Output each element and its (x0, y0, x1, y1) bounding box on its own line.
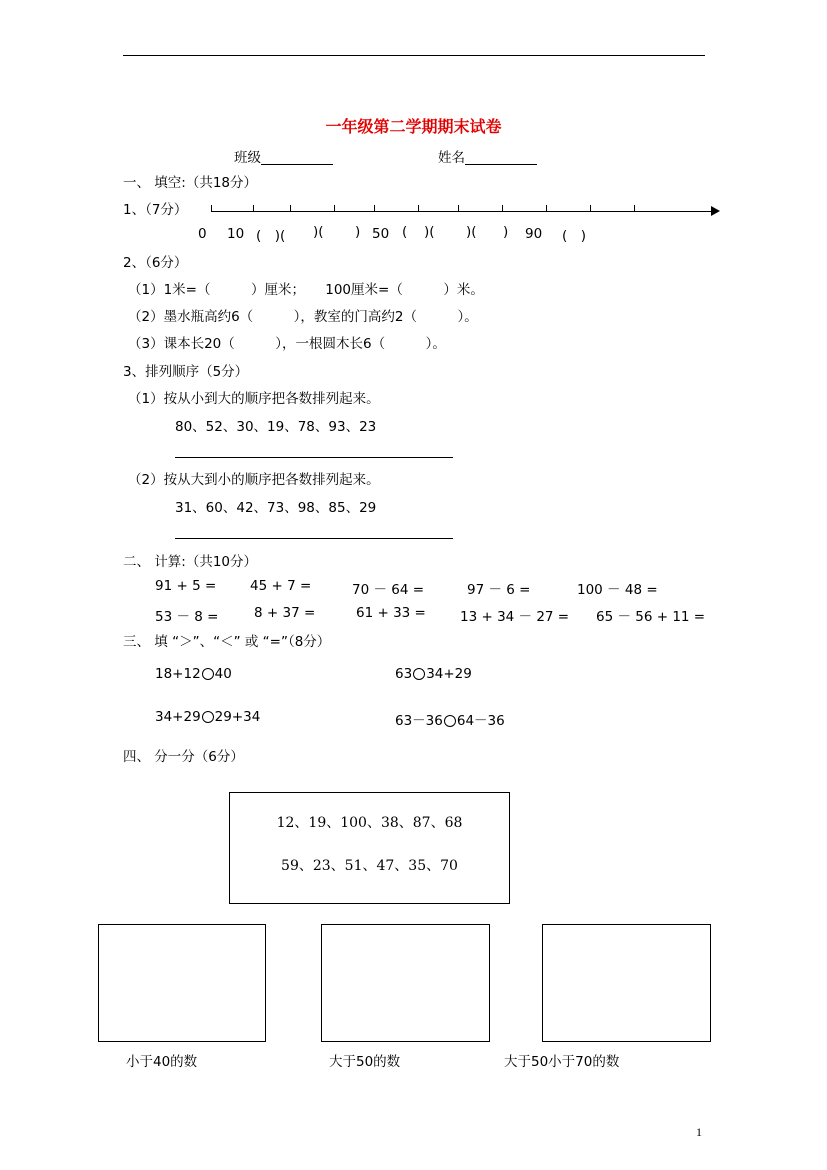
q1-label: 1、（7分） (123, 202, 188, 218)
q3-part2-instruction: （2）按从大到小的顺序把各数排列起来。 (128, 472, 380, 488)
numberline-label: 0 (198, 226, 207, 242)
q2-label: 2、（6分） (123, 255, 188, 271)
calc-item: 61 + 33 = (356, 605, 426, 621)
numbers-row: 12、19、100、38、87、68 (276, 815, 463, 831)
section4-heading: 四、 分一分（6分） (123, 749, 244, 765)
tick (290, 205, 291, 212)
compare-item (155, 666, 232, 682)
section1-heading: 一、 填空:（共18分） (123, 175, 258, 191)
numberline-blank[interactable]: )( (424, 224, 435, 240)
compare-left: 63－36 (395, 713, 443, 729)
numberline-blank[interactable]: ( (402, 224, 408, 240)
compare-circle-icon[interactable] (413, 668, 425, 680)
tick (634, 205, 635, 212)
number-line-axis (211, 211, 713, 212)
compare-left: 18+12 (155, 666, 201, 682)
compare-right: 29+34 (214, 709, 261, 725)
numberline-blank[interactable]: )( (466, 224, 477, 240)
tick (253, 205, 254, 212)
tick (211, 205, 212, 212)
q2-line: （3）课本长20（ ），一根圆木长6（ ）。 (128, 336, 446, 352)
calc-item: 91 + 5 = (155, 578, 217, 594)
calc-item: 70 － 64 = (352, 582, 425, 598)
q3-part2-numbers: 31、60、42、73、98、85、29 (175, 500, 377, 516)
numbers-box (229, 792, 510, 904)
tick (590, 205, 591, 212)
numberline-blank[interactable]: )( (313, 224, 324, 240)
compare-circle-icon[interactable] (202, 668, 214, 680)
q2-line: （2）墨水瓶高约6（ ），教室的门高约2（ ）。 (128, 309, 478, 325)
calc-item: 45 + 7 = (250, 578, 312, 594)
box-label: 大于50小于70的数 (504, 1054, 620, 1070)
page-title: 一年级第二学期期末试卷 (325, 117, 502, 136)
numberline-blank[interactable]: ) (503, 224, 509, 240)
calc-item: 8 + 37 = (254, 605, 316, 621)
tick (334, 205, 335, 212)
tick (458, 205, 459, 212)
answer-box-less-than-40[interactable] (98, 924, 266, 1042)
calc-item: 65 － 56 + 11 = (596, 609, 706, 625)
header-rule (123, 55, 705, 56)
name-label: 姓名 (438, 150, 465, 166)
calc-item: 53 － 8 = (155, 609, 219, 625)
box-label: 小于40的数 (126, 1054, 198, 1070)
tick (418, 205, 419, 212)
numberline-label: 50 (372, 226, 390, 242)
box-label: 大于50的数 (329, 1054, 401, 1070)
numberline-blank[interactable]: ( )( (256, 228, 286, 244)
numberline-blank[interactable]: ) (355, 224, 361, 240)
numberline-label: 10 (227, 226, 245, 242)
calc-item: 13 + 34 － 27 = (460, 609, 570, 625)
calc-item: 97 － 6 = (467, 582, 531, 598)
class-label: 班级 (234, 150, 261, 166)
q3-label: 3、排列顺序（5分） (123, 364, 249, 380)
tick (546, 205, 547, 212)
section2-heading: 二、 计算:（共10分） (123, 554, 258, 570)
compare-circle-icon[interactable] (202, 711, 214, 723)
compare-right: 64－36 (456, 713, 505, 729)
class-field (234, 146, 333, 166)
compare-circle-icon[interactable] (444, 715, 456, 727)
name-field (438, 146, 537, 166)
calc-item: 100 － 48 = (577, 582, 658, 598)
compare-item (395, 666, 472, 682)
q3-part2-answer-line[interactable] (175, 538, 453, 539)
compare-right: 34+29 (426, 666, 472, 682)
class-blank[interactable] (261, 150, 333, 165)
q3-part1-numbers: 80、52、30、19、78、93、23 (175, 419, 377, 435)
name-blank[interactable] (465, 150, 537, 165)
number-line-arrow-icon (711, 206, 720, 216)
numberline-label: 90 (525, 226, 543, 242)
q3-part1-instruction: （1）按从小到大的顺序把各数排列起来。 (128, 391, 380, 407)
answer-box-between-50-70[interactable] (542, 924, 711, 1042)
compare-right: 40 (214, 666, 232, 682)
tick (502, 205, 503, 212)
answer-box-greater-than-50[interactable] (321, 924, 490, 1042)
compare-left: 34+29 (155, 709, 201, 725)
compare-item (155, 709, 260, 725)
section3-heading: 三、 填 “＞”、“＜” 或 “=”（8分） (123, 634, 331, 650)
numberline-blank[interactable]: ( ) (562, 228, 587, 244)
tick (374, 205, 375, 212)
page-number: 1 (696, 1125, 702, 1139)
compare-item (395, 709, 505, 729)
q3-part1-answer-line[interactable] (175, 457, 453, 458)
compare-left: 63 (395, 666, 413, 682)
q2-line: （1）1米=（ ）厘米； 100厘米=（ ）米。 (128, 282, 484, 298)
numbers-row: 59、23、51、47、35、70 (281, 858, 458, 874)
